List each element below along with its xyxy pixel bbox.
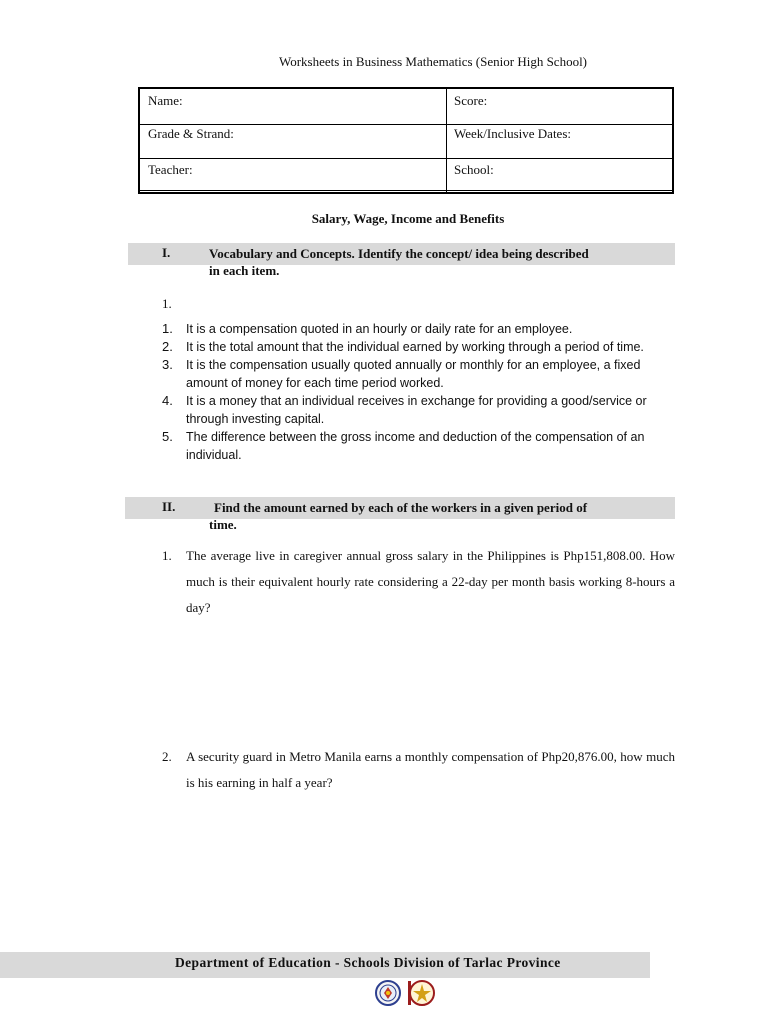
part1-instruction-line1: Vocabulary and Concepts. Identify the concept/ idea being described [209,246,589,261]
part1-instruction [209,245,674,279]
score-label: Score: [454,93,488,108]
item-text: It is the compensation usually quoted annually or monthly for an employee, a fixed amount of money for each time period worked. [186,358,641,390]
item-number: 1. [162,321,173,336]
list-item [162,320,677,338]
week-dates-label: Week/Inclusive Dates: [454,126,571,141]
list-item [162,338,677,356]
problem-item [162,543,675,621]
problem-number: 1. [162,548,172,563]
name-label: Name: [148,93,183,108]
item-number: 3. [162,357,173,372]
teacher-label: Teacher: [148,162,193,177]
footer-text: Department of Education - Schools Division of Tarlac Province [175,955,561,970]
student-info-table [138,87,674,194]
part2-numeral: II. [162,499,176,514]
part2-instruction-line1: Find the amount earned by each of the workers in a given period of [214,500,588,515]
problem-text: The average live in caregiver annual gross salary in the Philippines is Php151,808.00. How much is their equivalent hourly rate considering a 22-day per month basis working 8-hours a day? [186,548,675,615]
problem-number: 2. [162,749,172,764]
school-label: School: [454,162,494,177]
footer-logos-graphic [374,978,440,1008]
table-row [140,89,672,125]
table-row [140,124,672,159]
item-number: 2. [162,339,173,354]
blank-item-number: 1. [162,296,172,311]
worksheet-header-title: Worksheets in Business Mathematics (Senior High School) [278,54,588,69]
deped-seal-icon [376,981,400,1005]
item-text: It is a compensation quoted in an hourly or daily rate for an employee. [186,322,573,336]
list-item [162,392,677,428]
item-text: It is the total amount that the individual earned by working through a period of time. [186,340,644,354]
list-item [162,428,677,464]
section-title: Salary, Wage, Income and Benefits [311,211,505,226]
grade-strand-label: Grade & Strand: [148,126,234,141]
list-item [162,356,677,392]
vocabulary-list [162,320,677,464]
part1-instruction-line2: in each item. [209,263,280,278]
part2-instruction-line2: time. [209,517,237,532]
problem-item [162,744,675,796]
table-double-rule [140,190,672,191]
footer-logos [374,978,440,1008]
item-text: The difference between the gross income and deduction of the compensation of an individual. [186,430,645,462]
item-text: It is a money that an individual receives in exchange for providing a good/service or through investing capital. [186,394,647,426]
problem-text: A security guard in Metro Manila earns a monthly compensation of Php20,876.00, how much is his earning in half a year? [186,749,675,790]
tarlac-division-seal-icon [408,981,434,1005]
item-number: 5. [162,429,173,444]
item-number: 4. [162,393,173,408]
table-row [140,158,672,191]
part1-numeral: I. [162,245,171,260]
part2-instruction [209,499,675,533]
